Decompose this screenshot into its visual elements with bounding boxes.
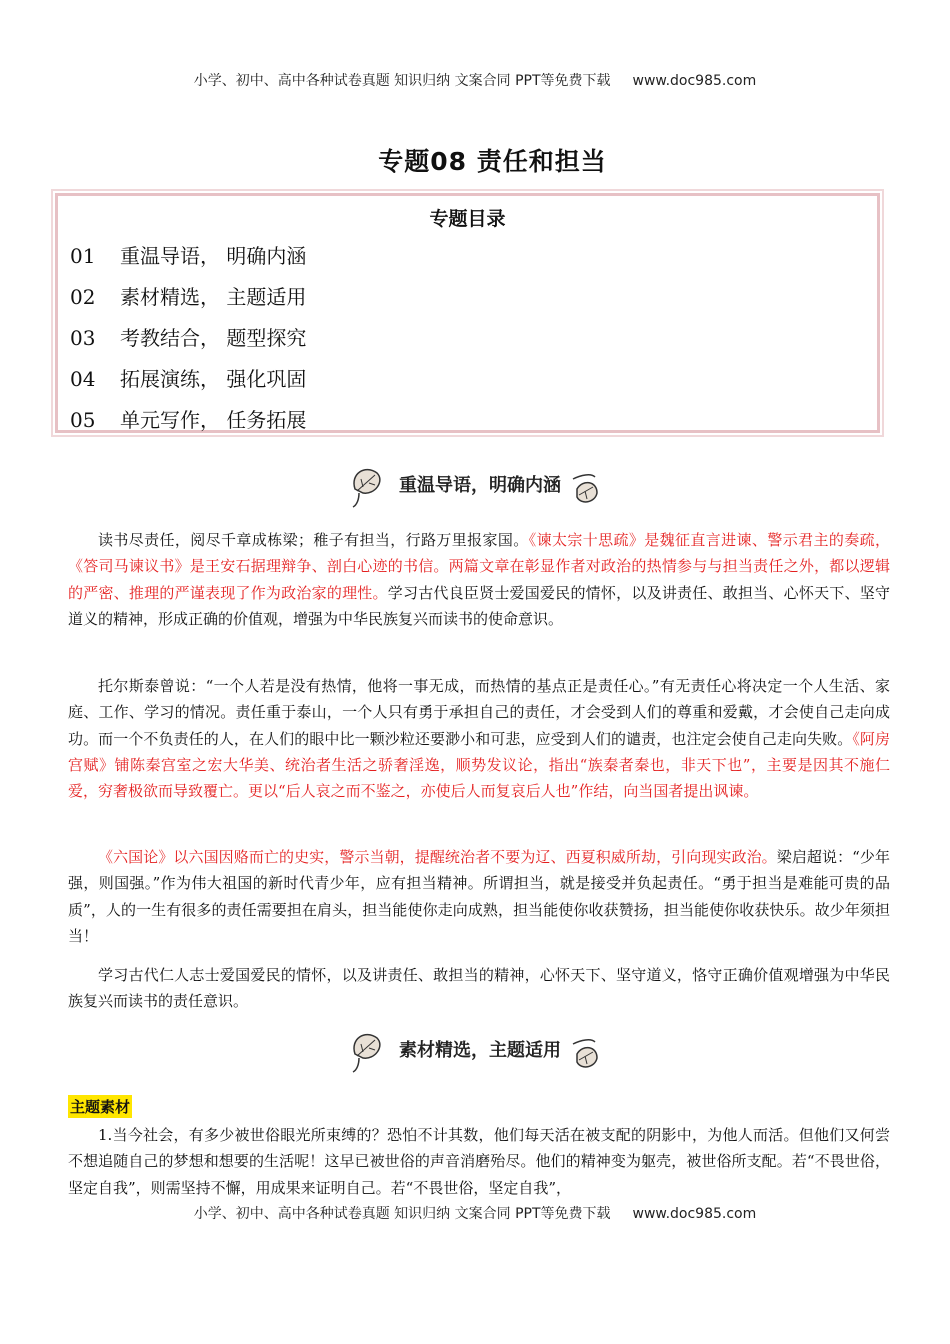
toc-item	[70, 406, 306, 434]
toc-item-label: 素材精选， 主题适用	[120, 285, 307, 309]
paragraph-text: 梁启超说：“少年强，则国强。”作为伟大祖国的新时代青少年，应有担当精神。所谓担当，就是接受并负起责任。“勇于担当是难能可贵的品质”，人的一生有很多的责任需要担在肩头，担当能使你走向成熟，担当能使你收获赞扬，担当能使你收获快乐。故少年须担当！	[68, 848, 890, 945]
toc-item-number: 01	[70, 244, 96, 268]
paragraph-highlight: 《阿房宫赋》铺陈秦宫室之宏大华美、统治者生活之骄奢淫逸，顺势发议论，指出“族秦者秦也，非天下也”，主要是因其不施仁爱，穷奢极欲而导致覆亡。更以“后人哀之而不鉴之，亦使后人而复哀后人也”作结，向当国者提出讽谏。	[68, 729, 890, 801]
footer-text: 小学、初中、高中各种试卷真题 知识归纳 文案合同 PPT等免费下载	[193, 1206, 611, 1222]
paragraph-text: 读书尽责任，阅尽千章成栋梁；稚子有担当，行路万里报家国。	[98, 531, 529, 549]
paragraph-text: 托尔斯泰曾说：“一个人若是没有热情，他将一事无成，而热情的基点正是责任心。”有无责任心将决定一个人生活、家庭、工作、学习的情况。责任重于泰山，一个人只有勇于承担自己的责任，才会受到人们的尊重和爱戴，才会使自己走向成功。而一个不负责任的人，在人们的眼中比一颗沙粒还要渺小和可悲，应受到人们的谴责，也注定会使自己走向失败。	[68, 677, 890, 748]
paragraph-text: 学习古代良臣贤士爱国爱民的情怀，以及讲责任、敢担当、心怀天下、坚守道义的精神，形成正确的价值观，增强为中华民族复兴而读书的使命意识。	[68, 583, 890, 628]
toc-item-label: 单元写作， 任务拓展	[120, 408, 307, 432]
toc-item-number: 02	[70, 285, 96, 309]
toc-item-number: 05	[70, 408, 96, 432]
toc-item	[70, 324, 306, 352]
page-footer	[0, 1203, 950, 1223]
paragraph	[68, 844, 890, 949]
paragraph	[68, 527, 890, 632]
footer-url[interactable]: www.doc985.com	[632, 1206, 757, 1222]
toc-title: 专题目录	[429, 208, 506, 230]
toc-item	[70, 283, 306, 311]
paragraph	[68, 673, 890, 804]
header-text: 小学、初中、高中各种试卷真题 知识归纳 文案合同 PPT等免费下载	[193, 73, 611, 89]
toc-item-number: 04	[70, 367, 96, 391]
paragraph: 1.当今社会，有多少被世俗眼光所束缚的？恐怕不计其数，他们每天活在被支配的阴影中，为他人而活。但他们又何尝不想追随自己的梦想和想要的生活呢！这早已被世俗的声音消磨殆尽。他们的精神变为躯壳，被世俗所支配。若“不畏世俗，坚定自我”，则需坚持不懈，用成果来证明自己。若“不畏世俗，坚定自我”，	[68, 1126, 890, 1197]
section-banner	[345, 459, 605, 509]
toc-item	[70, 365, 306, 393]
topic-tag: 主题素材	[68, 1095, 132, 1118]
page-header	[0, 70, 950, 90]
table-of-contents	[55, 193, 880, 433]
paragraph-highlight: 《谏太宗十思疏》是魏征直言进谏、警示君主的奏疏，《答司马谏议书》是王安石据理辩争、剖白心迹的书信。两篇文章在彰显作者对政治的热情参与与担当责任之外，都以逻辑的严密、推理的严谨表现了作为政治家的理性。	[68, 531, 890, 602]
section-banner	[345, 1024, 605, 1074]
section-heading: 重温导语，明确内涵	[399, 475, 561, 496]
toc-item	[70, 242, 306, 270]
toc-item-label: 重温导语， 明确内涵	[120, 244, 307, 268]
toc-item-label: 考教结合， 题型探究	[120, 326, 307, 350]
toc-item-number: 03	[70, 326, 96, 350]
paragraph: 学习古代仁人志士爱国爱民的情怀，以及讲责任、敢担当的精神，心怀天下、坚守道义，恪守正确价值观增强为中华民族复兴而读书的责任意识。	[68, 966, 890, 1011]
toc-item-label: 拓展演练， 强化巩固	[120, 367, 307, 391]
header-url[interactable]: www.doc985.com	[632, 73, 757, 89]
section-heading: 素材精选，主题适用	[399, 1040, 561, 1061]
paragraph-highlight: 《六国论》以六国因赂而亡的史实，警示当朝，提醒统治者不要为辽、西夏积威所劫，引向现实政治。	[98, 848, 777, 866]
page-title: 专题08 责任和担当	[378, 147, 607, 176]
